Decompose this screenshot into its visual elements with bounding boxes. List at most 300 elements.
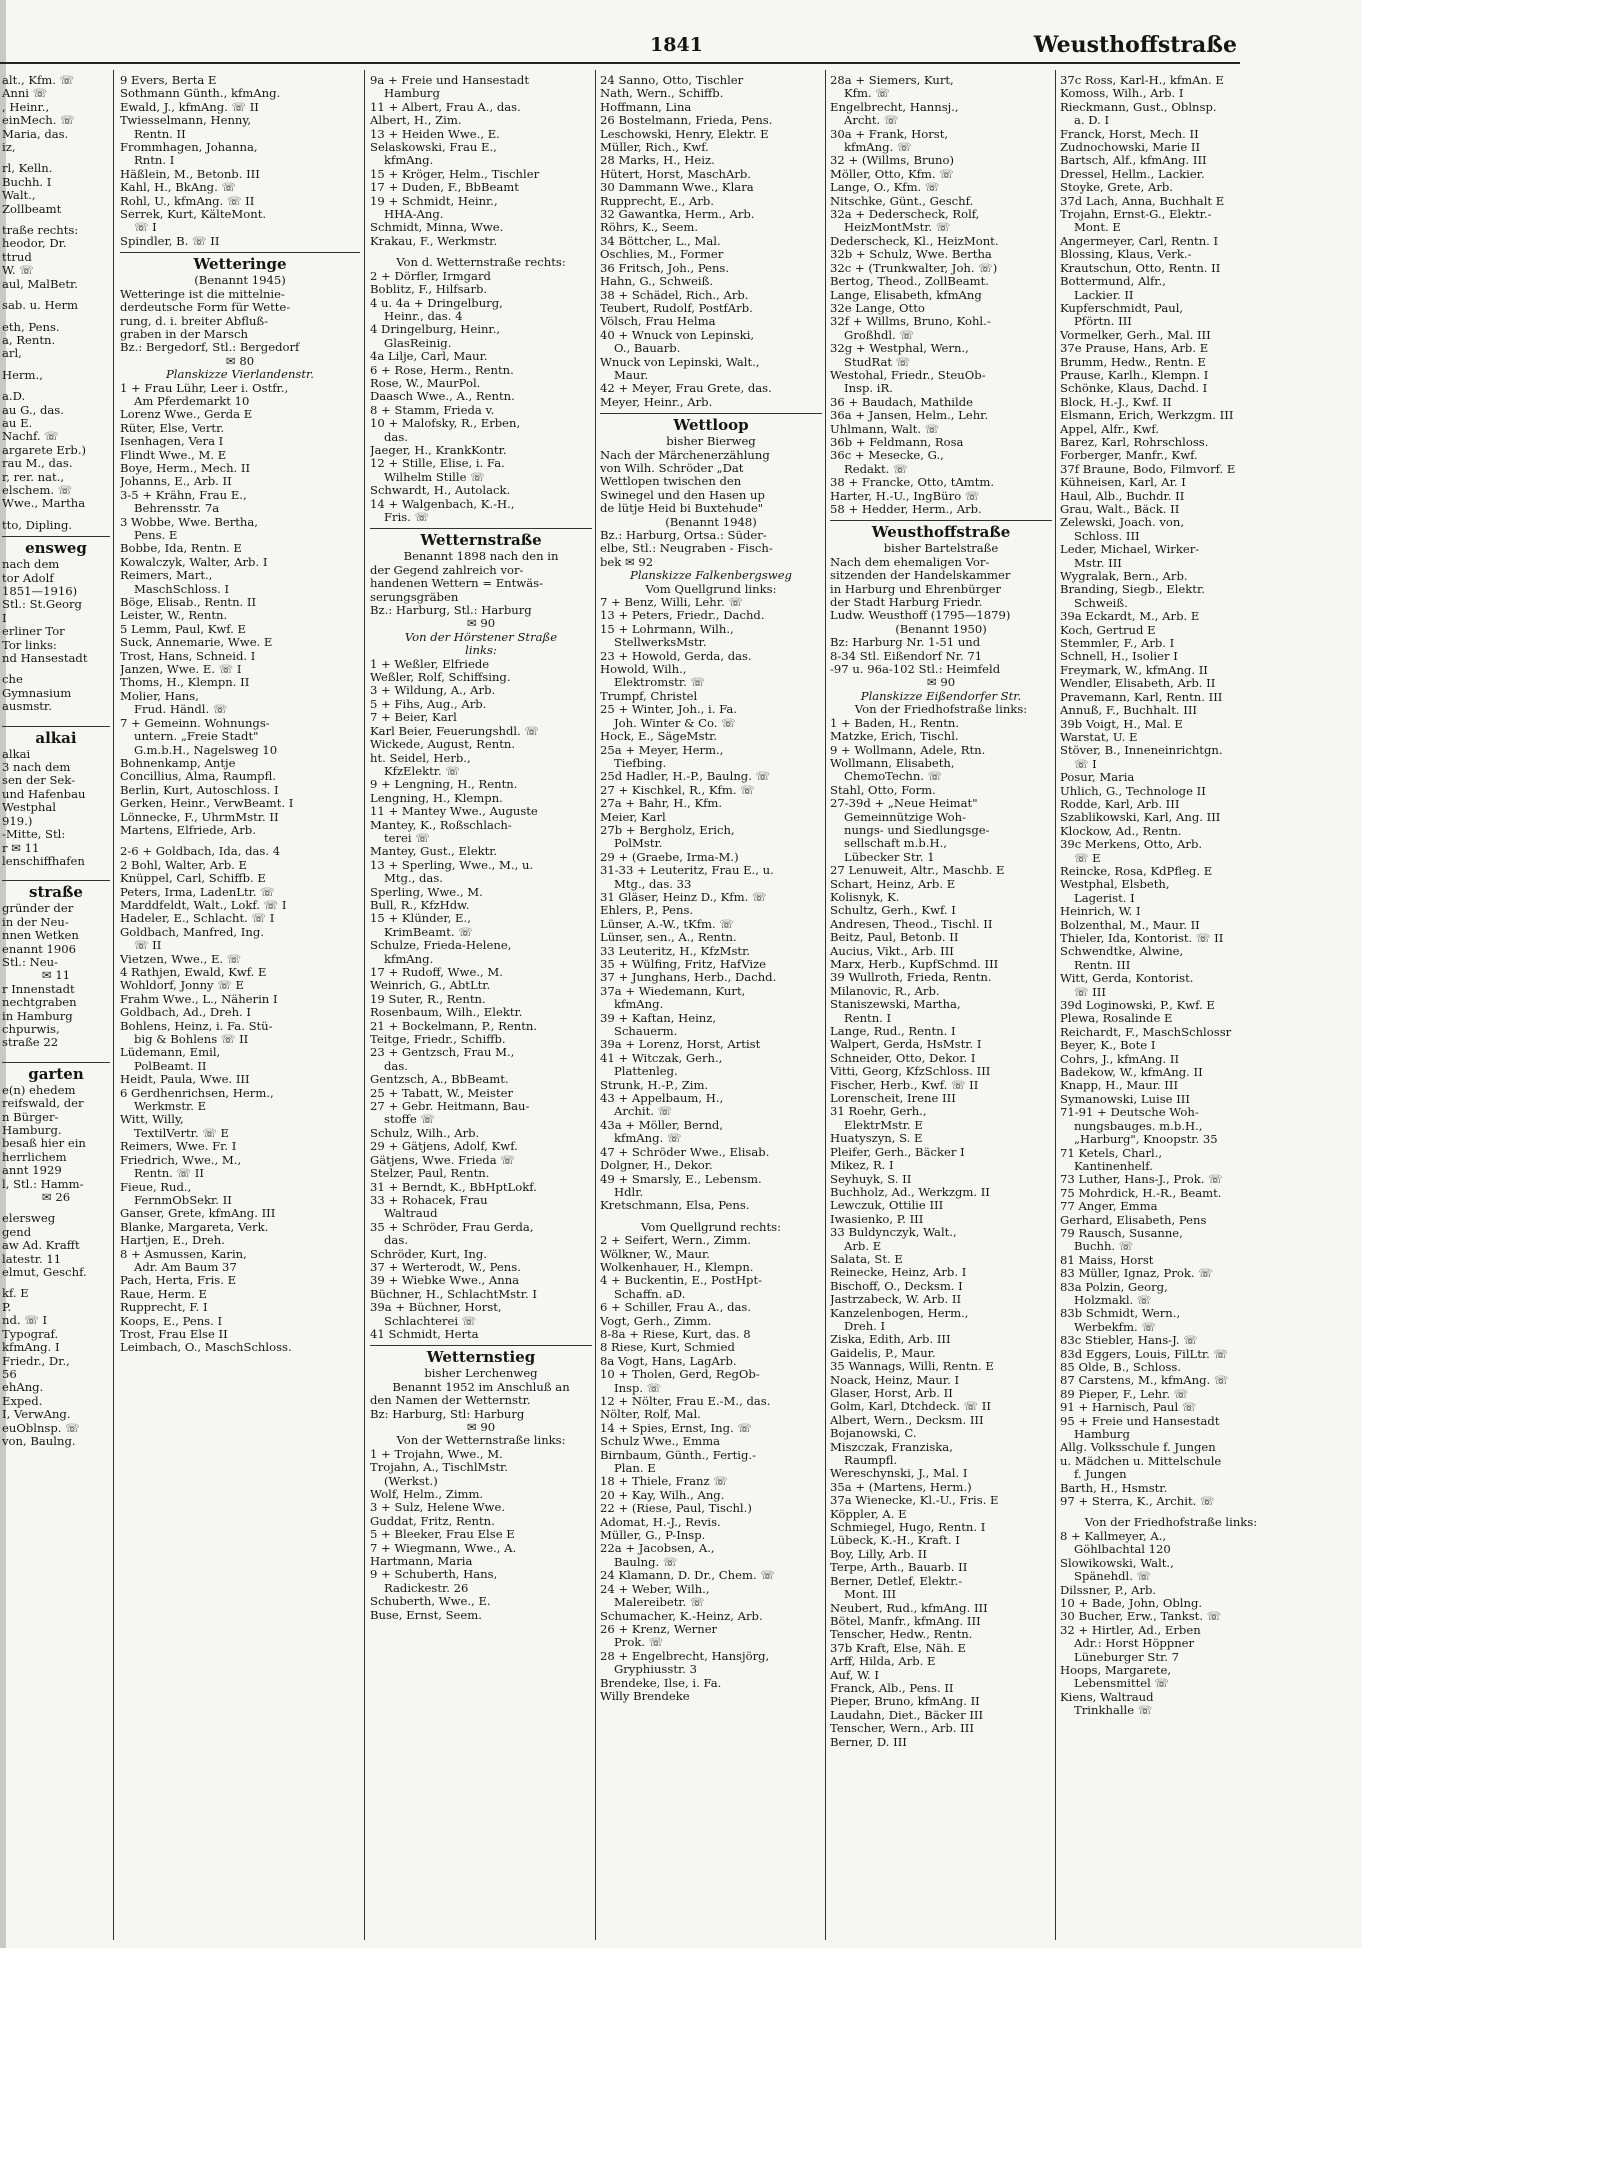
directory-entry: r, rer. nat.,: [2, 470, 65, 484]
directory-entry: ausmstr.: [2, 700, 52, 714]
directory-entry: 21 + Bockelmann, P., Rentn.: [370, 1019, 538, 1033]
directory-entry: 4a Lilje, Carl, Maur.: [370, 350, 488, 364]
directory-entry: gend: [2, 1225, 32, 1239]
directory-entry: kfmAng. I: [2, 1341, 60, 1355]
directory-entry: Haul, Alb., Buchdr. II: [1060, 489, 1185, 503]
directory-entry: rung, d. i. breiter Abfluß-: [120, 314, 269, 328]
directory-entry: Reimers, Mart.,: [120, 569, 213, 583]
entry-continuation: Insp. ☏: [614, 1381, 662, 1395]
directory-entry: 11 + Mantey Wwe., Auguste: [370, 805, 538, 819]
directory-entry: de lütje Heid bi Buxtehude": [600, 502, 764, 516]
directory-entry: 14 + Spies, Ernst, Ing. ☏: [600, 1421, 752, 1435]
directory-entry: Bz.: Bergedorf, Stl.: Bergedorf: [120, 341, 300, 355]
directory-entry: Bolzenthal, M., Maur. II: [1060, 918, 1200, 932]
directory-entry: Heinrich, W. I: [1060, 905, 1141, 919]
directory-entry: 32c + (Trunkwalter, Joh. ☏): [830, 261, 998, 275]
directory-entry: 4 u. 4a + Dringelburg,: [370, 296, 503, 310]
directory-entry: Jaeger, H., KrankKontr.: [370, 443, 507, 457]
street-info: Vom Quellgrund links:: [645, 582, 777, 596]
entry-continuation: Rentn. II: [134, 127, 186, 141]
entry-continuation: Adr.: Horst Höppner: [1074, 1637, 1195, 1651]
directory-entry: Lorenz Wwe., Gerda E: [120, 408, 253, 422]
directory-entry: Twiesselmann, Henny,: [120, 114, 252, 128]
directory-entry: Berlin, Kurt, Autoschloss. I: [120, 783, 279, 797]
directory-entry: 49 + Smarsly, E., Lebensm.: [600, 1172, 762, 1186]
directory-entry: 10 + Bade, John, Oblng.: [1060, 1596, 1203, 1610]
directory-entry: 35 + Wülfing, Fritz, HafVize: [600, 958, 767, 971]
directory-entry: 1851—1916): [2, 585, 78, 598]
entry-continuation: Dreh. I: [844, 1319, 886, 1333]
directory-entry: Symanowski, Luise III: [1060, 1092, 1190, 1106]
directory-entry: Gerhard, Elisabeth, Pens: [1060, 1213, 1207, 1227]
directory-entry: Häßlein, M., Betonb. III: [120, 167, 260, 181]
directory-entry: Barth, H., Hsmstr.: [1060, 1481, 1168, 1495]
street-heading: Wetternstieg: [370, 1345, 592, 1367]
directory-entry: au G., das.: [2, 403, 64, 417]
directory-entry: Lange, O., Kfm. ☏: [830, 181, 940, 195]
directory-entry: Albert, Wern., Decksm. III: [830, 1413, 984, 1427]
directory-entry: gründer der: [2, 902, 74, 916]
directory-entry: 81 Maiss, Horst: [1060, 1253, 1154, 1267]
directory-entry: I: [2, 611, 7, 625]
directory-entry: Buse, Ernst, Seem.: [370, 1608, 482, 1622]
directory-entry: 3 + Sulz, Helene Wwe.: [370, 1501, 505, 1515]
directory-entry: 36c + Mesecke, G.,: [830, 449, 944, 463]
directory-entry: Bobbe, Ida, Rentn. E: [120, 542, 242, 556]
entry-continuation: Rentn. I: [844, 1011, 892, 1025]
entry-continuation: sellschaft m.b.H.,: [844, 837, 947, 851]
directory-entry: Exped.: [2, 1394, 43, 1408]
directory-entry: Marddfeldt, Walt., Lokf. ☏ I: [120, 898, 287, 912]
directory-entry: Hahn, G., Schweiß.: [600, 275, 714, 289]
directory-entry: reifswald, der: [2, 1097, 84, 1111]
directory-entry: Staniszewski, Martha,: [830, 998, 961, 1012]
directory-entry: Hock, E., SägeMstr.: [600, 730, 718, 744]
entry-continuation: Maur.: [614, 368, 649, 382]
directory-entry: elschem. ☏: [2, 483, 73, 497]
directory-entry: Martens, Elfriede, Arb.: [120, 823, 256, 837]
directory-entry: besaß hier ein: [2, 1137, 86, 1151]
directory-entry: Schulze, Frieda-Helene,: [370, 939, 512, 953]
directory-entry: 35 Wannags, Willi, Rentn. E: [830, 1360, 994, 1374]
directory-entry: Karl Beier, Feuerungshdl. ☏: [370, 724, 540, 738]
directory-entry: Schmiegel, Hugo, Rentn. I: [830, 1521, 986, 1535]
directory-entry: Badekow, W., kfmAng. II: [1060, 1066, 1203, 1080]
directory-entry: sab. u. Herm: [2, 299, 78, 313]
directory-entry: Pach, Herta, Fris. E: [120, 1274, 237, 1288]
directory-entry: einMech. ☏: [2, 114, 75, 128]
spacer: [2, 511, 110, 519]
directory-entry: Thoms, H., Klempn. II: [120, 676, 250, 690]
directory-entry: Vogt, Gerh., Zimm.: [600, 1314, 712, 1328]
spacer: [2, 291, 110, 299]
spacer: [2, 361, 110, 369]
directory-entry: Fischer, Herb., Kwf. ☏ II: [830, 1078, 979, 1092]
directory-entry: 39 Wullroth, Frieda, Rentn.: [830, 971, 992, 985]
directory-entry: 83a Polzin, Georg,: [1060, 1280, 1168, 1294]
directory-entry: 9 + Schuberth, Hans,: [370, 1568, 498, 1582]
spacer: [2, 1279, 110, 1287]
entry-continuation: Rentn. III: [1074, 958, 1131, 972]
directory-entry: erliner Tor: [2, 625, 65, 639]
directory-entry: Bötel, Manfr., kfmAng. III: [830, 1614, 981, 1628]
directory-entry: Krautschun, Otto, Rentn. II: [1060, 261, 1221, 275]
directory-entry: nechtgraben: [2, 996, 77, 1010]
directory-entry: Howold, Wilh.,: [600, 663, 687, 677]
directory-entry: Salata, St. E: [830, 1252, 903, 1266]
directory-entry: 8-34 Stl. Eißendorf Nr. 71: [830, 649, 983, 663]
directory-entry: Boblitz, F., Hilfsarb.: [370, 283, 488, 297]
directory-entry: Stl.: Neu-: [2, 955, 58, 969]
entry-continuation: G.m.b.H., Nagelsweg 10: [134, 743, 278, 757]
entry-continuation: ElektrMstr. E: [844, 1118, 923, 1132]
directory-entry: bek ✉ 92: [600, 555, 654, 569]
directory-entry: Blanke, Margareta, Verk.: [120, 1220, 269, 1234]
street-heading: Wettloop: [600, 413, 822, 435]
directory-entry: 36a + Jansen, Helm., Lehr.: [830, 409, 989, 423]
directory-entry: Gymnasium: [2, 686, 72, 700]
directory-entry: 28 + Engelbrecht, Hansjörg,: [600, 1649, 770, 1663]
directory-entry: Wickede, August, Rentn.: [370, 738, 516, 752]
directory-entry: , Heinr.,: [2, 100, 50, 114]
directory-entry: 5 + Fihs, Aug., Arb.: [370, 697, 487, 711]
directory-entry: Völsch, Frau Helma: [600, 315, 716, 329]
directory-entry: 2 Bohl, Walter, Arb. E: [120, 858, 247, 872]
directory-entry: 8 + Stamm, Frieda v.: [370, 403, 495, 417]
entry-continuation: Schweiß.: [1074, 596, 1128, 610]
entry-continuation: MaschSchloss. I: [134, 582, 230, 596]
directory-entry: sen der Sek-: [2, 774, 76, 788]
directory-entry: 7 + Benz, Willi, Lehr. ☏: [600, 596, 743, 610]
entry-continuation: Rentn. ☏ II: [134, 1167, 204, 1181]
directory-entry: Heidt, Paula, Wwe. III: [120, 1073, 250, 1087]
directory-entry: 13 + Sperling, Wwe., M., u.: [370, 858, 534, 872]
spacer: [120, 837, 360, 845]
directory-entry: r Innenstadt: [2, 982, 75, 996]
column-5: [1060, 74, 1282, 1944]
directory-entry: Trumpf, Christel: [600, 689, 698, 703]
entry-continuation: O., Bauarb.: [614, 342, 681, 356]
directory-entry: in der Neu-: [2, 915, 69, 929]
directory-entry: 27b + Bergholz, Erich,: [600, 823, 735, 837]
directory-entry: Wnuck von Lepinski, Walt.,: [600, 355, 760, 369]
directory-entry: Selaskowski, Frau E.,: [370, 141, 497, 155]
directory-entry: 19 + Schmidt, Heinr.,: [370, 194, 498, 208]
entry-continuation: (Werkst.): [384, 1474, 438, 1488]
column-2: [370, 74, 592, 1944]
directory-entry: Möller, Otto, Kfm. ☏: [830, 167, 954, 181]
directory-entry: Swinegel und den Hasen up: [600, 488, 765, 502]
directory-entry: 8 + Kallmeyer, A.,: [1060, 1529, 1167, 1543]
directory-entry: 37d Lach, Anna, Buchhalt E: [1060, 194, 1225, 208]
entry-continuation: ChemoTechn. ☏: [844, 770, 943, 784]
directory-entry: -Mitte, Stl:: [2, 828, 66, 842]
street-info: Von der Friedhofstraße links:: [854, 703, 1028, 717]
directory-entry: Rosenbaum, Wilh., Elektr.: [370, 1006, 523, 1020]
street-heading: alkai: [2, 726, 110, 748]
directory-entry: Engelbrecht, Hannsj.,: [830, 100, 959, 114]
directory-entry: Warstat, U. E: [1060, 730, 1138, 744]
entry-continuation: Raumpfl.: [844, 1454, 898, 1468]
street-info: ✉ 90: [466, 1421, 496, 1434]
street-info: Von der Wetternstraße links:: [396, 1434, 566, 1448]
directory-entry: Tenscher, Hedw., Rentn.: [830, 1628, 973, 1642]
directory-entry: Rupprecht, F. I: [120, 1301, 208, 1315]
directory-entry: euOblnsp. ☏: [2, 1421, 80, 1435]
spacer: [2, 714, 110, 722]
entry-continuation: nungsbauges. m.b.H.,: [1074, 1119, 1203, 1133]
directory-entry: Pieper, Bruno, kfmAng. II: [830, 1695, 980, 1709]
directory-entry: Rohl, U., kfmAng. ☏ II: [120, 194, 255, 208]
entry-continuation: stoffe ☏: [384, 1113, 435, 1127]
directory-entry: Wendler, Elisabeth, Arb. II: [1060, 677, 1216, 691]
entry-continuation: ☏ II: [134, 939, 162, 953]
directory-entry: Büchner, H., SchlachtMstr. I: [370, 1287, 537, 1301]
entry-continuation: Gryphiusstr. 3: [614, 1663, 697, 1677]
directory-entry: ttrud: [2, 250, 32, 264]
directory-entry: argarete Erb.): [2, 443, 87, 457]
directory-entry: 3-5 + Krähn, Frau E.,: [120, 488, 247, 502]
directory-entry: 30 Dammann Wwe., Klara: [600, 181, 754, 195]
directory-entry: Pleifer, Gerh., Bäcker I: [830, 1145, 965, 1159]
directory-entry: Friedrich, Wwe., M.,: [120, 1153, 242, 1167]
entry-continuation: nungs- und Siedlungsge-: [844, 823, 990, 837]
directory-entry: 32 + (Willms, Bruno): [830, 154, 955, 168]
directory-entry: Tenscher, Wern., Arb. III: [830, 1722, 974, 1736]
directory-entry: Stöver, B., Inneneinrichtgn.: [1060, 744, 1223, 758]
directory-entry: Adomat, H.-J., Revis.: [600, 1515, 721, 1529]
directory-entry: 25 + Tabatt, W., Meister: [370, 1086, 514, 1100]
directory-entry: Marx, Herb., KupfSchmd. III: [830, 958, 999, 971]
directory-entry: 23 + Gentzsch, Frau M.,: [370, 1046, 515, 1060]
directory-entry: Wetteringe ist die mittelnie-: [120, 287, 285, 301]
directory-entry: Kowalczyk, Walter, Arb. I: [120, 555, 268, 569]
directory-entry: 28 Marks, H., Heiz.: [600, 154, 715, 168]
directory-entry: Fieue, Rud.,: [120, 1180, 192, 1194]
directory-entry: von Wilh. Schröder „Dat: [600, 461, 744, 475]
entry-continuation: HHA-Ang.: [384, 208, 444, 222]
directory-entry: Schröder, Kurt, Ing.: [370, 1247, 487, 1261]
directory-entry: 9a + Freie und Hansestadt: [370, 74, 530, 87]
directory-entry: Elsmann, Erich, Werkzgm. III: [1060, 409, 1234, 423]
directory-entry: Walt.,: [2, 189, 36, 203]
entry-continuation: Wilhelm Stille ☏: [384, 470, 485, 484]
directory-entry: Lünser, A.-W., tKfm. ☏: [600, 917, 734, 931]
directory-entry: 33 + Rohacek, Frau: [370, 1193, 488, 1207]
directory-entry: 13 + Peters, Friedr., Dachd.: [600, 609, 765, 623]
directory-entry: Terpe, Arth., Bauarb. II: [830, 1561, 968, 1575]
directory-entry: elbe, Stl.: Neugraben - Fisch-: [600, 542, 773, 556]
directory-entry: Posur, Maria: [1060, 771, 1135, 785]
directory-entry: Hoops, Margarete,: [1060, 1663, 1172, 1677]
directory-entry: elmut, Geschf.: [2, 1266, 87, 1280]
directory-entry: Kupferschmidt, Paul,: [1060, 301, 1184, 315]
directory-entry: Appel, Alfr., Kwf.: [1060, 422, 1159, 436]
column-divider: [595, 70, 596, 1940]
directory-entry: n Bürger-: [2, 1110, 59, 1124]
directory-entry: Wollmann, Elisabeth,: [830, 756, 955, 770]
directory-entry: 8 + Asmussen, Karin,: [120, 1247, 247, 1261]
directory-entry: Laudahn, Diet., Bäcker III: [830, 1708, 984, 1722]
directory-entry: 71-91 + Deutsche Woh-: [1060, 1106, 1199, 1120]
directory-entry: 24 + Weber, Wilh.,: [600, 1582, 710, 1596]
directory-entry: Meier, Karl: [600, 810, 666, 824]
directory-entry: 32e Lange, Otto: [830, 301, 925, 315]
directory-entry: 5 + Bleeker, Frau Else E: [370, 1528, 515, 1542]
directory-entry: Leschowski, Henry, Elektr. E: [600, 127, 769, 141]
entry-continuation: StudRat ☏: [844, 355, 911, 369]
spacer: [2, 1204, 110, 1212]
directory-entry: Thieler, Ida, Kontorist. ☏ II: [1060, 932, 1224, 945]
directory-entry: 2 + Seifert, Wern., Zimm.: [600, 1234, 752, 1248]
directory-entry: Gätjens, Wwe. Frieda ☏: [370, 1153, 515, 1167]
directory-entry: 41 + Witczak, Gerh.,: [600, 1051, 723, 1065]
directory-entry: enannt 1906: [2, 942, 77, 956]
street-heading: ensweg: [2, 536, 110, 558]
entry-continuation: Kfm. ☏: [844, 87, 890, 101]
directory-entry: 11 + Albert, Frau A., das.: [370, 100, 521, 114]
directory-entry: 33 Leuteritz, H., KfzMstr.: [600, 944, 751, 958]
entry-continuation: Insp. iR.: [844, 382, 893, 396]
directory-entry: traße rechts:: [2, 224, 79, 238]
directory-entry: W. ☏: [2, 264, 34, 278]
directory-entry: Oschlies, M., Former: [600, 248, 724, 262]
entry-continuation: Schloss. III: [1074, 529, 1140, 543]
directory-entry: Uhlich, G., Technologe II: [1060, 784, 1206, 798]
directory-entry: 40 + Wnuck von Lepinski,: [600, 328, 755, 342]
directory-entry: aw Ad. Krafft: [2, 1239, 80, 1253]
directory-entry: Zudnochowski, Marie II: [1060, 141, 1201, 155]
directory-entry: Schumacher, K.-Heinz, Arb.: [600, 1609, 763, 1623]
column-4: [830, 74, 1052, 1944]
directory-entry: handenen Wettern = Entwäs-: [370, 577, 544, 591]
street-info: Benannt 1898 nach den in: [403, 550, 559, 564]
directory-entry: Zollbeamt: [2, 202, 62, 216]
directory-entry: Koops, E., Pens. I: [120, 1314, 223, 1328]
street-heading: straße: [2, 880, 110, 902]
directory-entry: Pravemann, Karl, Rentn. III: [1060, 690, 1223, 704]
directory-entry: Seyhuyk, S. II: [830, 1172, 912, 1186]
directory-entry: heodor, Dr.: [2, 237, 67, 251]
entry-continuation: Behrensstr. 7a: [134, 502, 220, 516]
directory-entry: 33 Buldynczyk, Walt.,: [830, 1226, 957, 1240]
directory-entry: 7 + Wiegmann, Wwe., A.: [370, 1541, 517, 1555]
directory-entry: Teubert, Rudolf, PostfArb.: [600, 301, 753, 315]
entry-continuation: Großhdl. ☏: [844, 328, 914, 342]
entry-continuation: KfzElektr. ☏: [384, 764, 460, 778]
directory-entry: Branding, Siegb., Elektr.: [1060, 583, 1205, 597]
directory-entry: 17 + Duden, F., BbBeamt: [370, 181, 519, 195]
directory-entry: Leister, W., Rentn.: [120, 609, 228, 623]
directory-entry: 83b Schmidt, Wern.,: [1060, 1307, 1181, 1321]
directory-entry: Krakau, F., Werkmstr.: [370, 234, 498, 248]
entry-continuation: Göhlbachtal 120: [1074, 1543, 1171, 1557]
directory-entry: Sothmann Günth., kfmAng.: [120, 87, 281, 101]
directory-entry: u. Mädchen u. Mittelschule: [1060, 1454, 1222, 1468]
directory-entry: Weßler, Rolf, Schiffsing.: [370, 671, 511, 685]
directory-entry: von, Baulng.: [2, 1434, 76, 1448]
entry-continuation: Trinkhalle ☏: [1074, 1704, 1153, 1718]
directory-entry: Westphal, Elsbeth,: [1060, 878, 1170, 892]
directory-entry: 26 Bostelmann, Frieda, Pens.: [600, 114, 773, 128]
directory-entry: 5 Lemm, Paul, Kwf. E: [120, 622, 247, 636]
directory-entry: Kühneisen, Karl, Ar. I: [1060, 476, 1186, 490]
directory-entry: 27 Lenuweit, Altr., Maschb. E: [830, 864, 1005, 878]
street-info: (Benannt 1948): [665, 515, 757, 529]
directory-entry: Berner, D. III: [830, 1735, 907, 1749]
directory-entry: Klockow, Ad., Rentn.: [1060, 824, 1182, 838]
directory-entry: 39b Voigt, H., Mal. E: [1060, 717, 1183, 731]
directory-entry: Allg. Volksschule f. Jungen: [1060, 1441, 1216, 1455]
entry-continuation: Rntn. I: [134, 154, 175, 168]
street-info: Benannt 1952 im Anschluß an: [392, 1380, 570, 1394]
directory-entry: Bottermund, Alfr.,: [1060, 275, 1166, 289]
column-1: [120, 74, 360, 1944]
directory-entry: Berner, Detlef, Elektr.-: [830, 1574, 963, 1588]
directory-entry: Hamburg.: [2, 1124, 62, 1137]
entry-continuation: kfmAng.: [614, 998, 664, 1012]
directory-entry: Szablikowski, Karl, Ang. III: [1060, 811, 1221, 825]
spacer: [600, 1213, 822, 1221]
directory-entry: Bartsch, Alf., kfmAng. III: [1060, 154, 1207, 168]
directory-entry: Jastrzabeck, W. Arb. II: [830, 1293, 962, 1307]
directory-entry: 8-8a + Riese, Kurt, das. 8: [600, 1327, 751, 1341]
directory-entry: Bull, R., KfzHdw.: [370, 898, 470, 912]
directory-entry: che: [2, 673, 23, 687]
column-divider: [364, 70, 365, 1940]
directory-entry: Typograf.: [2, 1327, 59, 1341]
directory-entry: derdeutsche Form für Wette-: [120, 301, 291, 315]
directory-entry: Grau, Walt., Bäck. II: [1060, 503, 1180, 516]
directory-entry: Bojanowski, C.: [830, 1427, 917, 1441]
directory-entry: Lange, Elisabeth, kfmAng: [830, 288, 982, 302]
directory-entry: alkai: [2, 747, 31, 761]
directory-entry: Albert, H., Zim.: [370, 114, 462, 128]
entry-continuation: Kantinenhelf.: [1074, 1159, 1153, 1173]
street-title: Weusthoffstraße: [1033, 32, 1237, 58]
directory-entry: Lübeck, K.-H., Kraft. I: [830, 1534, 960, 1548]
directory-entry: Peters, Irma, LadenLtr. ☏: [120, 885, 275, 899]
directory-entry: Serrek, Kurt, KälteMont.: [120, 208, 267, 222]
directory-entry: 37f Braune, Bodo, Filmvorf. E: [1060, 462, 1236, 476]
directory-entry: Reimers, Wwe. Fr. I: [120, 1140, 237, 1154]
directory-entry: herrlichem: [2, 1150, 67, 1164]
directory-entry: Guddat, Fritz, Rentn.: [370, 1514, 495, 1528]
directory-entry: 9 Evers, Berta E: [120, 74, 217, 87]
directory-entry: Aucius, Vikt., Arb. III: [830, 944, 954, 958]
directory-entry: a.D.: [2, 390, 26, 404]
directory-entry: 85 Olde, B., Schloss.: [1060, 1361, 1182, 1374]
directory-entry: 38 + Francke, Otto, tAmtm.: [830, 476, 995, 490]
directory-entry: 7 + Gemeinn. Wohnungs-: [120, 716, 270, 730]
directory-entry: der Gegend zahlreich vor-: [370, 563, 524, 577]
directory-entry: Raue, Herm. E: [120, 1287, 207, 1301]
directory-entry: 20 + Kay, Wilh., Ang.: [600, 1488, 725, 1502]
directory-entry: Wölkner, W., Maur.: [600, 1247, 710, 1261]
entry-continuation: a. D. I: [1074, 114, 1110, 128]
directory-entry: Knapp, H., Maur. III: [1060, 1079, 1179, 1093]
directory-entry: Forberger, Manfr., Kwf.: [1060, 449, 1198, 463]
directory-entry: 24 Sanno, Otto, Tischler: [600, 74, 744, 87]
directory-entry: 919.): [2, 814, 33, 828]
directory-entry: 6 + Schiller, Frau A., das.: [600, 1301, 752, 1315]
directory-entry: Isenhagen, Vera I: [120, 435, 224, 449]
directory-entry: Lüdemann, Emil,: [120, 1046, 221, 1060]
directory-entry: 83c Stiebler, Hans-J. ☏: [1060, 1334, 1198, 1348]
entry-continuation: kfmAng.: [384, 154, 434, 168]
directory-entry: Koch, Gertrud E: [1060, 623, 1156, 637]
directory-entry: Hartmann, Maria: [370, 1555, 473, 1569]
